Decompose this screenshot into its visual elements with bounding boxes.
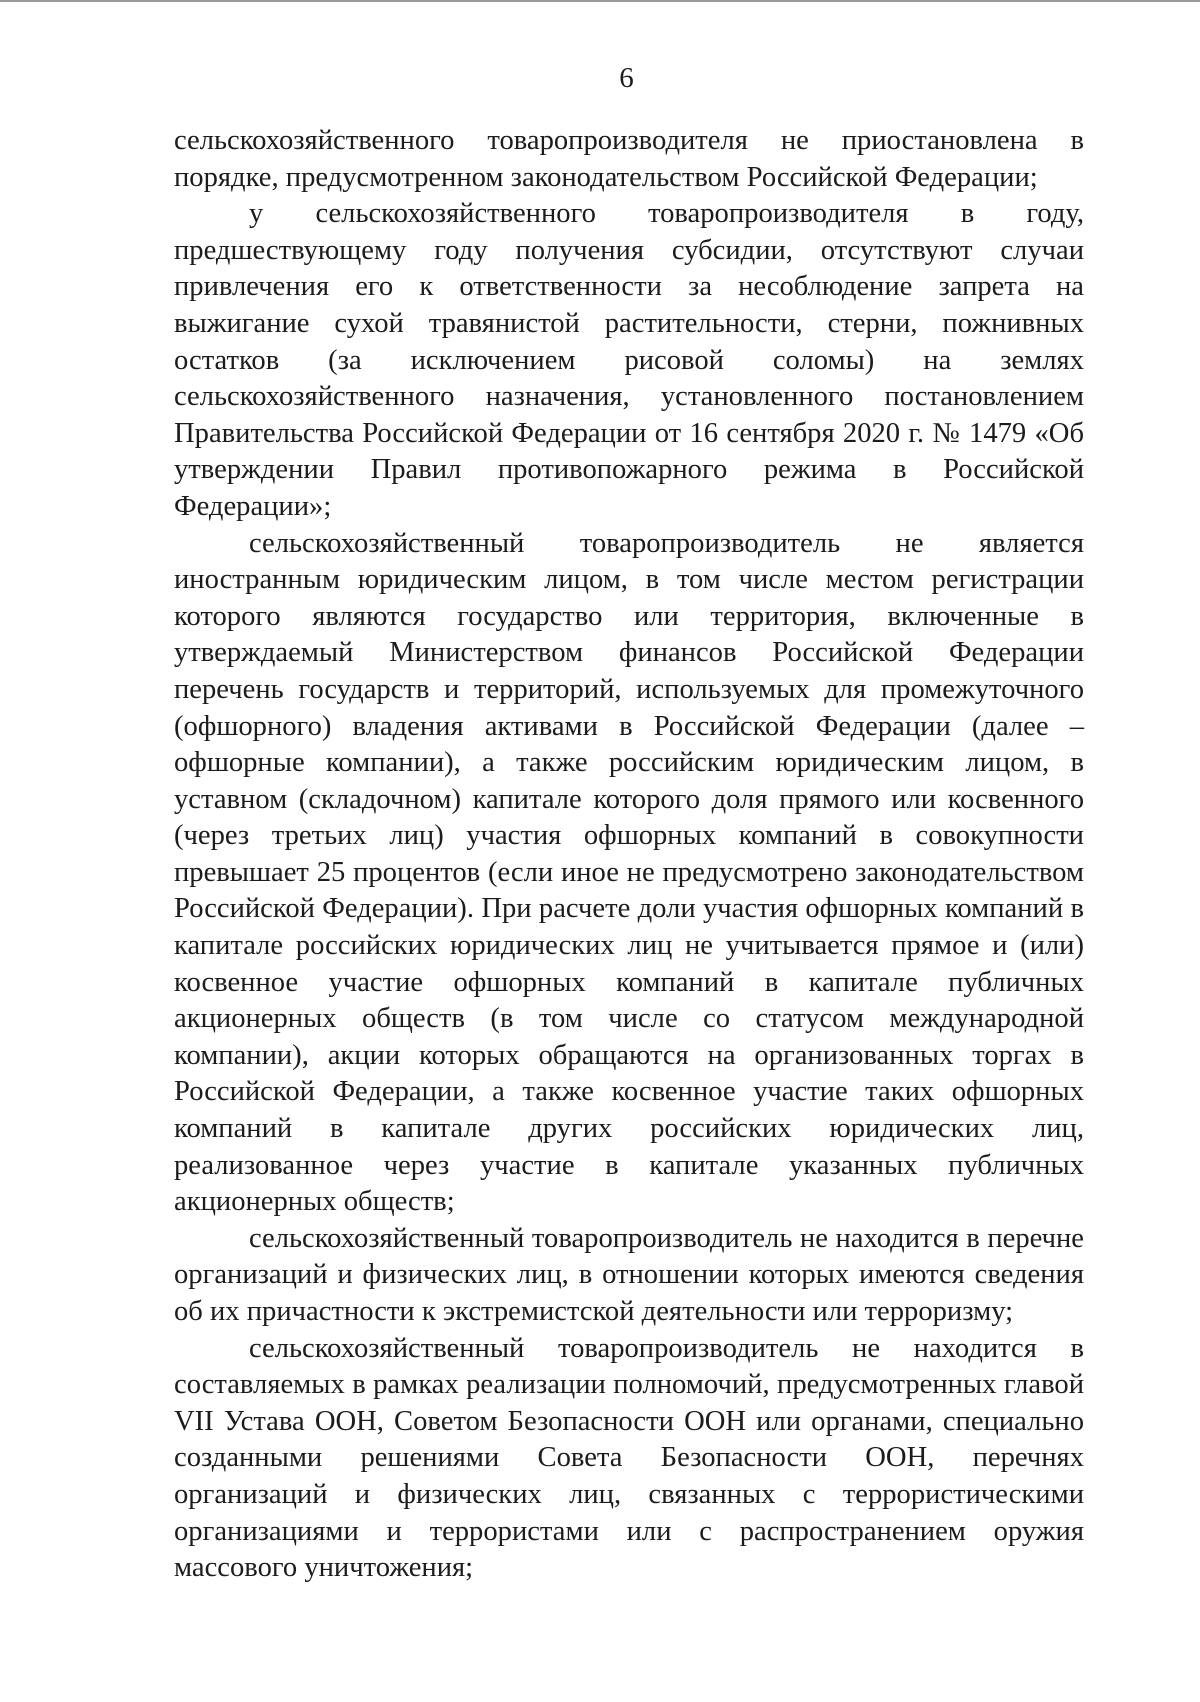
paragraph-fire-regime: у сельскохозяйственного товаропроизводителя в году, предшествующему году получения субсидии, отсутствуют случаи привлечения его к ответственности за несоблюдение запрета на выжигание сухой травянистой растительности, стерни, пожнивных остатков (за исключением рисовой соломы) на землях сельскохозяйственного назначения, установленного постановлением Правительства Российской Федерации от 16 сентября 2020 г. № 1479 «Об утверждении Правил противопожарного режима в Российской Федерации»; [174, 198, 1084, 522]
page-number: 6 [619, 62, 634, 94]
document-body [174, 123, 1084, 1587]
paragraph-extremism: сельскохозяйственный товаропроизводитель не находится в перечне организаций и физических лиц, в отношении которых имеются сведения об их причастности к экстремистской деятельности или терроризму; [174, 1222, 1084, 1327]
paragraph-offshore: сельскохозяйственный товаропроизводитель не является иностранным юридическим лицом, в том числе местом регистрации которого являются государство или территория, включенные в утверждаемый Министерством финансов Российской Федерации перечень государств и территорий, используемых для промежуточного (офшорного) владения активами в Российской Федерации (далее – офшорные компании), а также российским юридическим лицом, в уставном (складочном) капитале которого доля прямого или косвенного (через третьих лиц) участия офшорных компаний в совокупности превышает 25 процентов (если иное не предусмотрено законодательством Российской Федерации). При расчете доли участия офшорных компаний в капитале российских юридических лиц не учитывается прямое и (или) косвенное участие офшорных компаний в капитале публичных акционерных обществ (в том числе со статусом международной компании), акции которых обращаются на организованных торгах в Российской Федерации, а также косвенное участие таких офшорных компаний в капитале других российских юридических лиц, реализованное через участие в капитале указанных публичных акционерных обществ; [174, 527, 1084, 1218]
paragraph-un-sanctions: сельскохозяйственный товаропроизводитель не находится в составляемых в рамках реализации полномочий, предусмотренных главой VII Устава ООН, Советом Безопасности ООН или органами, специально созданными решениями Совета Безопасности ООН, перечнях организаций и физических лиц, связанных с террористическими организациями и террористами или с распространением оружия массового уничтожения; [174, 1332, 1084, 1584]
page-top-edge [0, 0, 1200, 2]
paragraph-continuation: сельскохозяйственного товаропроизводителя не приостановлена в порядке, предусмотренном законодательством Российской Федерации; [174, 125, 1084, 193]
